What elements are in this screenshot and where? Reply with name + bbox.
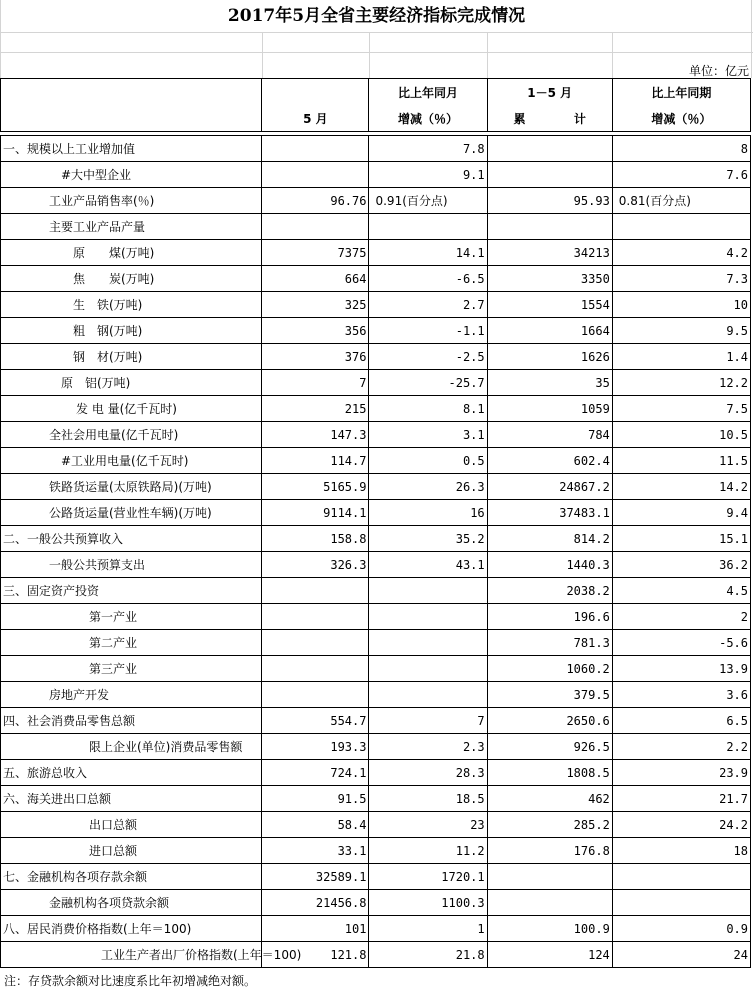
ytd-change: 11.5 bbox=[612, 448, 750, 474]
table-row bbox=[1, 136, 751, 162]
may-value bbox=[262, 214, 369, 240]
ytd-value: 1440.3 bbox=[487, 552, 612, 578]
table-row bbox=[1, 344, 751, 370]
row-label: 进口总额 bbox=[1, 838, 262, 864]
may-value: 554.7 bbox=[262, 708, 369, 734]
ytd-change: 7.6 bbox=[612, 162, 750, 188]
row-label: 发 电 量(亿千瓦时) bbox=[1, 396, 262, 422]
row-label: 三、固定资产投资 bbox=[1, 578, 262, 604]
may-change: 9.1 bbox=[369, 162, 487, 188]
row-label: 六、海关进出口总额 bbox=[1, 786, 262, 812]
may-value: 101 bbox=[262, 916, 369, 942]
may-value bbox=[262, 136, 369, 162]
row-label: 原 煤(万吨) bbox=[1, 240, 262, 266]
table-row bbox=[1, 240, 751, 266]
grid-line bbox=[369, 32, 370, 78]
row-label: #工业用电量(亿千瓦时) bbox=[1, 448, 262, 474]
ytd-change: 24.2 bbox=[612, 812, 750, 838]
ytd-change: 15.1 bbox=[612, 526, 750, 552]
may-change: 2.7 bbox=[369, 292, 487, 318]
row-label: 第一产业 bbox=[1, 604, 262, 630]
may-value: 58.4 bbox=[262, 812, 369, 838]
footnote: 注：存贷款余额对比速度系比年初增减绝对额。 bbox=[4, 974, 257, 988]
may-change: 3.1 bbox=[369, 422, 487, 448]
may-value bbox=[262, 630, 369, 656]
may-change: 1100.3 bbox=[369, 890, 487, 916]
may-change: 23 bbox=[369, 812, 487, 838]
ytd-change: 3.6 bbox=[612, 682, 750, 708]
row-label: 一般公共预算支出 bbox=[1, 552, 262, 578]
may-value: 7375 bbox=[262, 240, 369, 266]
ytd-change: 14.2 bbox=[612, 474, 750, 500]
table-row bbox=[1, 734, 751, 760]
may-value: 9114.1 bbox=[262, 500, 369, 526]
ytd-value: 781.3 bbox=[487, 630, 612, 656]
table-row bbox=[1, 396, 751, 422]
ytd-value: 24867.2 bbox=[487, 474, 612, 500]
may-value: 32589.1 bbox=[262, 864, 369, 890]
ytd-change: 2.2 bbox=[612, 734, 750, 760]
may-change: 8.1 bbox=[369, 396, 487, 422]
may-value: 33.1 bbox=[262, 838, 369, 864]
header-ytd-a: 累 bbox=[513, 111, 526, 126]
may-value: 376 bbox=[262, 344, 369, 370]
ytd-change: 0.81(百分点) bbox=[612, 188, 750, 214]
may-change: 28.3 bbox=[369, 760, 487, 786]
row-label: 铁路货运量(太原铁路局)(万吨) bbox=[1, 474, 262, 500]
header-may-top bbox=[262, 79, 369, 106]
table-row bbox=[1, 292, 751, 318]
may-change: 16 bbox=[369, 500, 487, 526]
may-change: 43.1 bbox=[369, 552, 487, 578]
ytd-change: 9.5 bbox=[612, 318, 750, 344]
ytd-change: 13.9 bbox=[612, 656, 750, 682]
may-value bbox=[262, 604, 369, 630]
may-value bbox=[262, 578, 369, 604]
ytd-value: 196.6 bbox=[487, 604, 612, 630]
ytd-change: 10.5 bbox=[612, 422, 750, 448]
may-value: 215 bbox=[262, 396, 369, 422]
may-value: 21456.8 bbox=[262, 890, 369, 916]
may-value: 158.8 bbox=[262, 526, 369, 552]
table-row bbox=[1, 500, 751, 526]
may-change: 26.3 bbox=[369, 474, 487, 500]
table-row bbox=[1, 526, 751, 552]
ytd-value: 1554 bbox=[487, 292, 612, 318]
ytd-value: 462 bbox=[487, 786, 612, 812]
table-row bbox=[1, 682, 751, 708]
may-value: 96.76 bbox=[262, 188, 369, 214]
ytd-change: 10 bbox=[612, 292, 750, 318]
ytd-value: 1808.5 bbox=[487, 760, 612, 786]
ytd-value: 124 bbox=[487, 942, 612, 968]
ytd-value: 285.2 bbox=[487, 812, 612, 838]
row-label: 公路货运量(营业性车辆)(万吨) bbox=[1, 500, 262, 526]
row-label: 工业产品销售率(％) bbox=[1, 188, 262, 214]
table-row bbox=[1, 162, 751, 188]
grid-line bbox=[0, 52, 753, 53]
row-label: 全社会用电量(亿千瓦时) bbox=[1, 422, 262, 448]
row-label: 出口总额 bbox=[1, 812, 262, 838]
ytd-change: -5.6 bbox=[612, 630, 750, 656]
header-ytd bbox=[487, 105, 612, 132]
row-label: 五、旅游总收入 bbox=[1, 760, 262, 786]
ytd-value: 1664 bbox=[487, 318, 612, 344]
ytd-value bbox=[487, 890, 612, 916]
ytd-change: 7.3 bbox=[612, 266, 750, 292]
table-row bbox=[1, 266, 751, 292]
may-change bbox=[369, 682, 487, 708]
header-ytd-change-top: 比上年同期 bbox=[612, 79, 750, 106]
header-ytd-b: 计 bbox=[573, 111, 586, 126]
ytd-value: 814.2 bbox=[487, 526, 612, 552]
may-change: 35.2 bbox=[369, 526, 487, 552]
may-value: 724.1 bbox=[262, 760, 369, 786]
ytd-value: 1060.2 bbox=[487, 656, 612, 682]
table-row bbox=[1, 370, 751, 396]
ytd-value: 176.8 bbox=[487, 838, 612, 864]
header-may-change-top: 比上年同月 bbox=[369, 79, 487, 106]
may-change: -25.7 bbox=[369, 370, 487, 396]
row-label: 焦 炭(万吨) bbox=[1, 266, 262, 292]
ytd-change: 1.4 bbox=[612, 344, 750, 370]
table-row bbox=[1, 630, 751, 656]
ytd-value: 34213 bbox=[487, 240, 612, 266]
may-value: 121.8 bbox=[262, 942, 369, 968]
ytd-value: 2038.2 bbox=[487, 578, 612, 604]
row-label: #大中型企业 bbox=[1, 162, 262, 188]
row-label: 八、居民消费价格指数(上年＝100) bbox=[1, 916, 262, 942]
table-row bbox=[1, 604, 751, 630]
may-change: 1 bbox=[369, 916, 487, 942]
table-row bbox=[1, 448, 751, 474]
ytd-value: 100.9 bbox=[487, 916, 612, 942]
may-change: 18.5 bbox=[369, 786, 487, 812]
table-row bbox=[1, 864, 751, 890]
ytd-change bbox=[612, 890, 750, 916]
may-change: 7 bbox=[369, 708, 487, 734]
table-row bbox=[1, 474, 751, 500]
ytd-value: 926.5 bbox=[487, 734, 612, 760]
table-row bbox=[1, 942, 751, 968]
ytd-change: 0.9 bbox=[612, 916, 750, 942]
may-value: 325 bbox=[262, 292, 369, 318]
ytd-value: 95.93 bbox=[487, 188, 612, 214]
may-change bbox=[369, 630, 487, 656]
ytd-change: 18 bbox=[612, 838, 750, 864]
may-value bbox=[262, 162, 369, 188]
ytd-change: 4.5 bbox=[612, 578, 750, 604]
indicator-table bbox=[0, 135, 751, 968]
may-value: 91.5 bbox=[262, 786, 369, 812]
may-change: 7.8 bbox=[369, 136, 487, 162]
row-label: 主要工业产品产量 bbox=[1, 214, 262, 240]
grid-line bbox=[0, 32, 753, 33]
header-blank bbox=[1, 79, 262, 106]
row-label: 原 铝(万吨) bbox=[1, 370, 262, 396]
ytd-value: 37483.1 bbox=[487, 500, 612, 526]
header-ytd-change: 增减（％） bbox=[612, 105, 750, 132]
table-row bbox=[1, 188, 751, 214]
ytd-value: 2650.6 bbox=[487, 708, 612, 734]
ytd-value: 602.4 bbox=[487, 448, 612, 474]
may-value: 664 bbox=[262, 266, 369, 292]
ytd-change bbox=[612, 864, 750, 890]
may-change: 11.2 bbox=[369, 838, 487, 864]
ytd-value: 1059 bbox=[487, 396, 612, 422]
may-change: -6.5 bbox=[369, 266, 487, 292]
table-row bbox=[1, 318, 751, 344]
ytd-change: 36.2 bbox=[612, 552, 750, 578]
table-row bbox=[1, 838, 751, 864]
row-label: 七、金融机构各项存款余额 bbox=[1, 864, 262, 890]
may-value bbox=[262, 682, 369, 708]
ytd-value: 35 bbox=[487, 370, 612, 396]
report-title: 2017年5月全省主要经济指标完成情况 bbox=[227, 6, 526, 26]
table-row bbox=[1, 214, 751, 240]
may-change: 1720.1 bbox=[369, 864, 487, 890]
table-header bbox=[0, 78, 751, 132]
row-label: 第三产业 bbox=[1, 656, 262, 682]
row-label: 二、一般公共预算收入 bbox=[1, 526, 262, 552]
ytd-value: 1626 bbox=[487, 344, 612, 370]
header-may: 5 月 bbox=[262, 105, 369, 132]
ytd-value bbox=[487, 214, 612, 240]
row-label: 限上企业(单位)消费品零售额 bbox=[1, 734, 262, 760]
may-change bbox=[369, 214, 487, 240]
ytd-change: 12.2 bbox=[612, 370, 750, 396]
row-label: 一、规模以上工业增加值 bbox=[1, 136, 262, 162]
header-ytd-top: 1－5 月 bbox=[487, 79, 612, 106]
table-row bbox=[1, 786, 751, 812]
row-label: 生 铁(万吨) bbox=[1, 292, 262, 318]
row-label: 金融机构各项贷款余额 bbox=[1, 890, 262, 916]
table-row bbox=[1, 760, 751, 786]
table-row bbox=[1, 708, 751, 734]
row-label: 四、社会消费品零售总额 bbox=[1, 708, 262, 734]
may-change: 2.3 bbox=[369, 734, 487, 760]
ytd-change bbox=[612, 214, 750, 240]
row-label: 粗 钢(万吨) bbox=[1, 318, 262, 344]
table-row bbox=[1, 916, 751, 942]
ytd-value: 3350 bbox=[487, 266, 612, 292]
grid-line bbox=[262, 32, 263, 78]
row-label: 房地产开发 bbox=[1, 682, 262, 708]
may-value: 193.3 bbox=[262, 734, 369, 760]
ytd-value bbox=[487, 162, 612, 188]
ytd-change: 6.5 bbox=[612, 708, 750, 734]
may-change: -2.5 bbox=[369, 344, 487, 370]
table-row bbox=[1, 578, 751, 604]
ytd-change: 7.5 bbox=[612, 396, 750, 422]
ytd-change: 2 bbox=[612, 604, 750, 630]
ytd-change: 9.4 bbox=[612, 500, 750, 526]
may-change bbox=[369, 578, 487, 604]
may-value: 114.7 bbox=[262, 448, 369, 474]
may-value: 5165.9 bbox=[262, 474, 369, 500]
header-blank bbox=[1, 105, 262, 132]
row-label: 工业生产者出厂价格指数(上年＝100) bbox=[1, 942, 262, 968]
ytd-value bbox=[487, 136, 612, 162]
ytd-change: 23.9 bbox=[612, 760, 750, 786]
table-row bbox=[1, 812, 751, 838]
may-change: 0.5 bbox=[369, 448, 487, 474]
table-row bbox=[1, 422, 751, 448]
ytd-value: 379.5 bbox=[487, 682, 612, 708]
may-change bbox=[369, 656, 487, 682]
ytd-value bbox=[487, 864, 612, 890]
may-value: 147.3 bbox=[262, 422, 369, 448]
may-change: 14.1 bbox=[369, 240, 487, 266]
may-value: 356 bbox=[262, 318, 369, 344]
may-value: 7 bbox=[262, 370, 369, 396]
table-row bbox=[1, 656, 751, 682]
may-change: 21.8 bbox=[369, 942, 487, 968]
grid-line bbox=[487, 32, 488, 78]
header-may-change: 增减（％） bbox=[369, 105, 487, 132]
row-label: 钢 材(万吨) bbox=[1, 344, 262, 370]
may-change: 0.91(百分点) bbox=[369, 188, 487, 214]
may-change: -1.1 bbox=[369, 318, 487, 344]
ytd-change: 24 bbox=[612, 942, 750, 968]
table-row bbox=[1, 552, 751, 578]
grid-line bbox=[612, 32, 613, 78]
ytd-value: 784 bbox=[487, 422, 612, 448]
may-change bbox=[369, 604, 487, 630]
ytd-change: 4.2 bbox=[612, 240, 750, 266]
ytd-change: 8 bbox=[612, 136, 750, 162]
table-row bbox=[1, 890, 751, 916]
may-value: 326.3 bbox=[262, 552, 369, 578]
may-value bbox=[262, 656, 369, 682]
ytd-change: 21.7 bbox=[612, 786, 750, 812]
unit-label: 单位：亿元 bbox=[688, 64, 749, 78]
row-label: 第二产业 bbox=[1, 630, 262, 656]
